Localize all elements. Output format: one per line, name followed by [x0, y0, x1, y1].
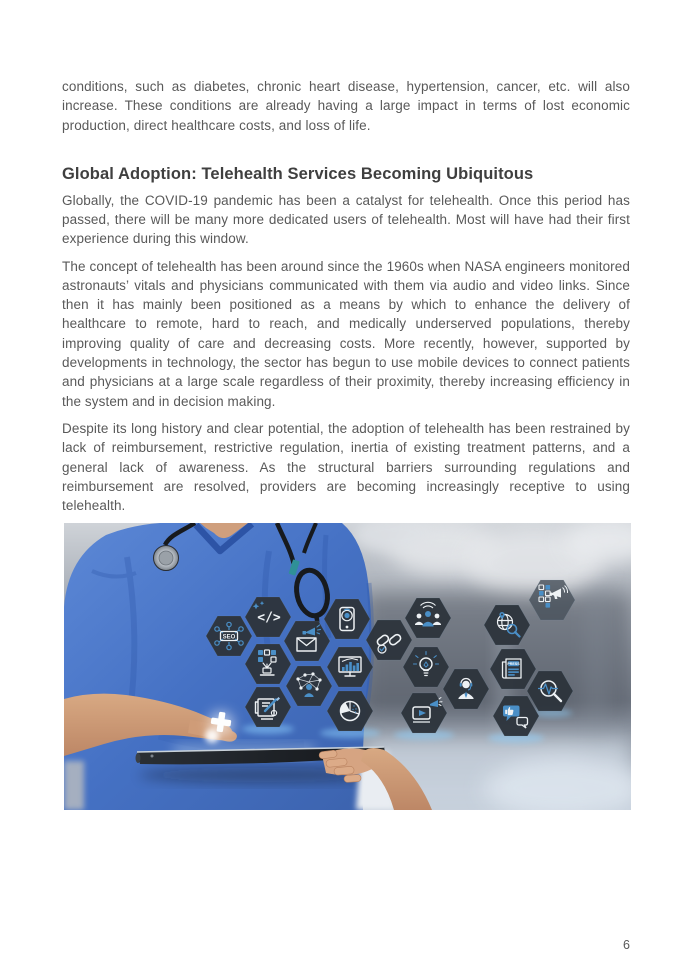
telehealth-photo: [64, 523, 631, 810]
paragraph-adoption-barriers: Despite its long history and clear potential, the adoption of telehealth has been restrained by lack of reimbursement, restrictive regulation, inertia of existing treatment patterns, and a general lack of awareness. As the structural barriers surrounding regulations and reimbursement are resolved, providers are becoming increasingly receptive to using telehealth.: [62, 420, 630, 514]
section-heading: Global Adoption: Telehealth Services Becoming Ubiquitous: [62, 164, 534, 183]
paragraph-telehealth-history: The concept of telehealth has been around since the 1960s when NASA engineers monitored astronauts’ vitals and physicians communicated with them via audio and video links. Since then it has mainly been positioned as a means by which to enhance the delivery of healthcare to remote, hard to reach, and medically underserved populations, thereby improving quality of care and decreasing costs. More recently, however, supported by developments in technology, the sector has begun to use mobile devices to connect patients and physicians at a large scale regardless of their proximity, thereby increasing efficiency in the system and in decision making.: [62, 258, 630, 409]
telehealth-photo-figure: [64, 523, 631, 810]
page-number: 6: [623, 938, 630, 952]
page-content: [62, 77, 630, 810]
intro-paragraph: conditions, such as diabetes, chronic heart disease, hypertension, cancer, etc. will also increase. These conditions are already having a large impact in terms of lost economic production, direct healthcare costs, and loss of life.: [62, 79, 630, 133]
paragraph-covid-catalyst: Globally, the COVID-19 pandemic has been a catalyst for telehealth. Once this period has passed, there will be many more dedicated users of telehealth. Most will have had their first experience during this window.: [62, 192, 630, 247]
floor-strip: [64, 761, 84, 810]
